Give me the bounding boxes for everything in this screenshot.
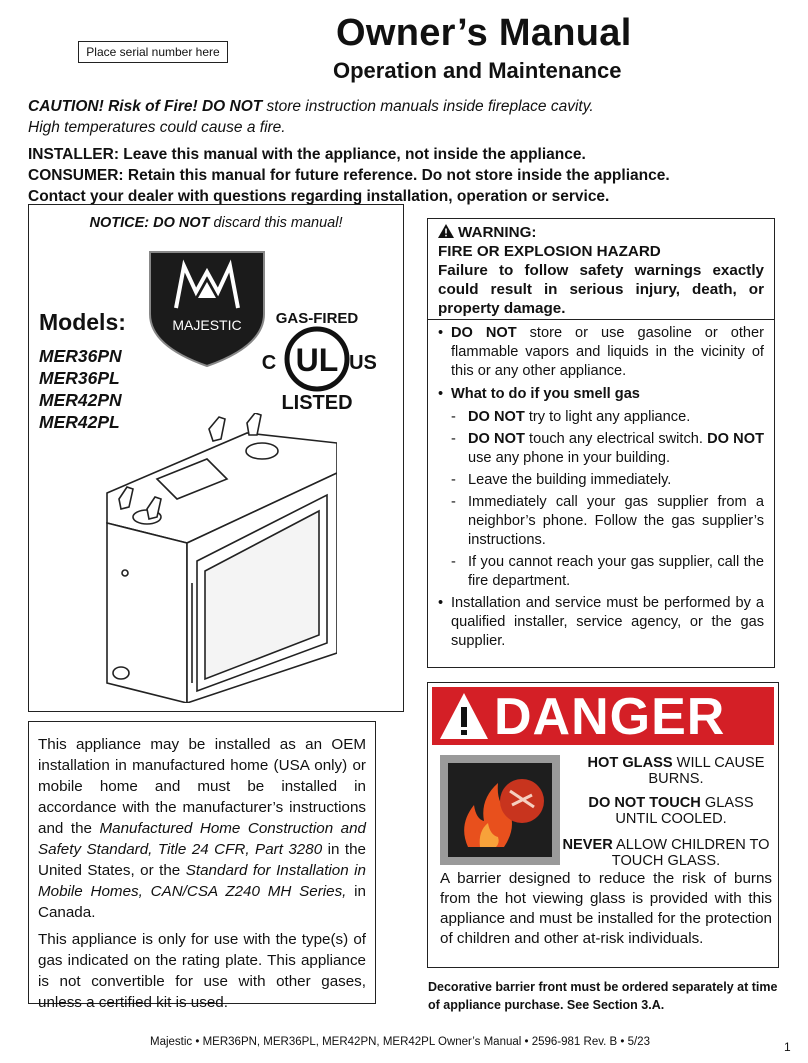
ul-left: C — [261, 352, 277, 374]
caution-rest: store instruction manuals inside fireplace cavity. — [262, 98, 594, 115]
ul-center: UL — [295, 342, 339, 378]
sub-text: If you cannot reach your gas supplier, call the fire department. — [468, 554, 764, 589]
sub-item: - Leave the building immediately. — [451, 472, 672, 488]
page-number: 1 — [784, 1040, 791, 1054]
do-not-touch-warning — [566, 795, 776, 827]
fireplace-illustration — [97, 413, 337, 708]
sub-item: - Immediately call your gas supplier from a neighbor’s phone. Follow the gas supplier’s instructions. — [451, 494, 764, 548]
installer-line: INSTALLER: Leave this manual with the appliance, not inside the appliance. — [28, 146, 586, 163]
model-item: MER36PN — [39, 346, 122, 366]
warning-triangle-icon — [438, 224, 454, 238]
consumer-line: CONSUMER: Retain this manual for future reference. Do not store inside the appliance. — [28, 167, 670, 184]
barrier-paragraph: A barrier designed to reduce the risk of burns from the hot viewing glass is provided with this appliance and must be installed for the protection of children and other at-risk individuals. — [440, 870, 772, 947]
ul-right: US — [349, 352, 377, 374]
smell-gas-heading: What to do if you smell gas — [451, 386, 640, 402]
notice-text — [29, 215, 403, 231]
never-bold: NEVER — [562, 837, 613, 853]
sub-text: touch any electrical switch. — [524, 431, 708, 447]
danger-word: DANGER — [494, 688, 726, 746]
caution-line2: High temperatures could cause a fire. — [28, 119, 286, 136]
hot-glass-rest: WILL CAUSE BURNS. — [648, 755, 765, 787]
bold-do-not: DO NOT — [451, 325, 517, 341]
sub-text: use any phone in your building. — [468, 450, 671, 466]
models-label: Models: — [39, 309, 126, 335]
ul-bottom: LISTED — [281, 392, 353, 414]
notice-lead: NOTICE: DO NOT — [89, 215, 210, 231]
oem-text: This appliance may be installed as an OEM installation in manufactured home (USA only) or mobile home and must be installed in accordance with the manufacturer’s instructions and the — [38, 736, 366, 837]
danger-banner — [432, 687, 774, 745]
sub-text: Immediately call your gas supplier from a neighbor’s phone. Follow the gas supplier’s instructions. — [468, 494, 764, 548]
logo-text: MAJESTIC — [172, 317, 242, 333]
warning-body: Failure to follow safety warnings exactly could result in serious injury, death, or property damage. — [438, 262, 764, 317]
list-item: • DO NOT store or use gasoline or other flammable vapors and liquids in the vicinity of this or any other appliance. — [438, 325, 764, 379]
bullet-text: store or use gasoline or other flammable vapors and liquids in the vicinity of this or any other appliance. — [451, 325, 764, 379]
list-item: • What to do if you smell gas — [438, 386, 640, 402]
oem-text-3: in Canada. — [38, 883, 366, 921]
hot-glass-icon — [440, 755, 560, 870]
sub-item: - DO NOT try to light any appliance. — [451, 409, 691, 425]
oem-info-box — [28, 721, 376, 1011]
danger-triangle-icon — [438, 691, 490, 741]
bold-do-not: DO NOT — [468, 409, 525, 425]
models-box — [28, 204, 404, 712]
children-warning — [556, 837, 776, 869]
list-item: • Installation and service must be performed by a qualified installer, service agency, or the gas supplier. — [438, 595, 764, 649]
contact-line: Contact your dealer with questions regarding installation, operation or service. — [28, 188, 610, 205]
installer-instructions — [28, 144, 788, 207]
bullet-text: Installation and service must be performed by a qualified installer, service agency, or the gas supplier. — [451, 595, 764, 649]
notice-rest: discard this manual! — [209, 215, 343, 231]
safety-list — [427, 320, 775, 668]
do-not-touch-rest: GLASS UNTIL COOLED. — [615, 795, 754, 827]
caution-lead: CAUTION! Risk of Fire! DO NOT — [28, 98, 263, 115]
sub-item: - DO NOT touch any electrical switch. DO NOT use any phone in your building. — [451, 431, 764, 466]
hot-glass-warning — [578, 755, 774, 787]
page-footer: Majestic • MER36PN, MER36PL, MER42PN, MER42PL Owner’s Manual • 2596-981 Rev. B • 5/23 — [150, 1036, 650, 1048]
oem-standard: Manufactured Home Construction and Safety Standard, Title 24 CFR, Part 3280 — [38, 820, 366, 858]
oem-text-2: in the United States, or the — [38, 841, 366, 879]
caution-text — [28, 96, 728, 138]
majestic-logo — [146, 248, 268, 375]
do-not-touch-bold: DO NOT TOUCH — [588, 795, 701, 811]
danger-box — [427, 682, 779, 968]
page-subtitle: Operation and Maintenance — [333, 58, 622, 83]
sub-item: - If you cannot reach your gas supplier, call the fire department. — [451, 554, 764, 589]
serial-number-box: Place serial number here — [78, 41, 228, 63]
decorative-barrier-note: Decorative barrier front must be ordered separately at time of appliance purchase. See Section 3.A. — [428, 980, 778, 1012]
warning-box — [427, 218, 775, 320]
bold-do-not: DO NOT — [468, 431, 525, 447]
ul-top: GAS-FIRED — [275, 310, 359, 327]
ul-listed-logo — [257, 307, 377, 422]
hot-glass-bold: HOT GLASS — [587, 755, 673, 771]
children-rest: ALLOW CHILDREN TO TOUCH GLASS. — [611, 837, 770, 869]
model-item: MER42PL — [39, 412, 120, 432]
model-item: MER36PL — [39, 368, 120, 388]
oem-csa-standard: Standard for Installation in Mobile Homes, CAN/CSA Z240 MH Series, — [38, 862, 366, 900]
sub-text: try to light any appliance. — [524, 409, 691, 425]
page-title: Owner’s Manual — [336, 12, 632, 54]
warning-label: WARNING: — [458, 224, 537, 241]
warning-title: FIRE OR EXPLOSION HAZARD — [438, 243, 661, 260]
gas-type-paragraph: This appliance is only for use with the type(s) of gas indicated on the rating plate. This appliance is not convertible for use with other gases, unless a certified kit is used. — [38, 931, 366, 1011]
warning-head — [438, 223, 764, 242]
model-item: MER42PN — [39, 390, 122, 410]
oem-paragraph — [38, 734, 366, 923]
sub-text: Leave the building immediately. — [468, 472, 672, 488]
bold-do-not: DO NOT — [707, 431, 764, 447]
